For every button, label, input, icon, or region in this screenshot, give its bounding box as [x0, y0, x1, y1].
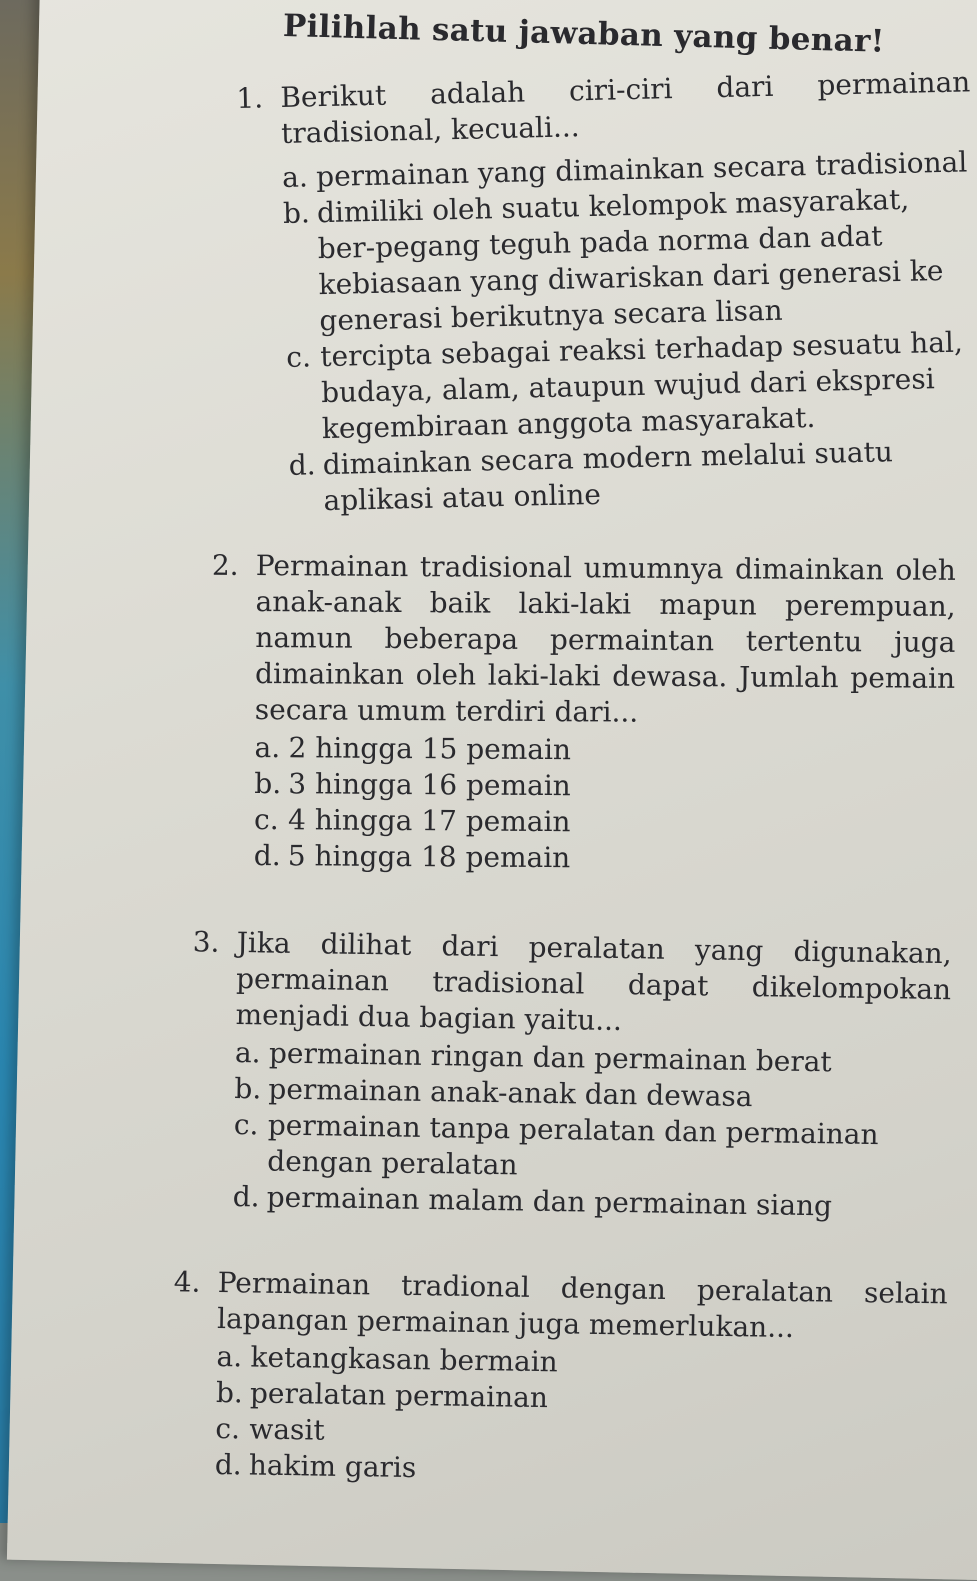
option-d — [254, 838, 954, 879]
question-4 — [173, 1265, 948, 1494]
options-list — [282, 144, 977, 520]
option-text: 3 hingga 16 pemain — [288, 767, 571, 803]
question-1 — [236, 64, 977, 520]
option-letter: c. — [253, 802, 279, 837]
option-letter: d. — [214, 1447, 242, 1482]
question-3 — [192, 925, 952, 1226]
option-letter: b. — [234, 1071, 262, 1106]
option-c — [254, 802, 954, 843]
option-letter: a. — [281, 160, 309, 194]
option-b — [254, 766, 954, 807]
worksheet-title: Pilihlah satu jawaban yang benar! — [282, 8, 885, 60]
question-number: 4. — [173, 1265, 201, 1299]
option-text: 4 hingga 17 pemain — [287, 803, 571, 839]
option-text: hakim garis — [248, 1448, 417, 1485]
option-letter: c. — [233, 1107, 259, 1142]
option-text: tercipta sebagai reaksi terhadap sesuatu hal, budaya, alam, ataupun wujud dari ekspresi kegembiraan anggota masyarakat. — [319, 325, 964, 446]
option-letter: c. — [215, 1411, 241, 1446]
option-letter: a. — [254, 730, 281, 765]
option-letter: b. — [282, 196, 311, 230]
question-number: 1. — [236, 81, 264, 115]
option-text: 2 hingga 15 pemain — [288, 731, 572, 767]
option-letter: d. — [288, 448, 316, 482]
options-list — [232, 1035, 950, 1226]
question-stem: Berikut adalah ciri-ciri dari permainan tradisional, kecuali... — [280, 65, 971, 150]
option-letter: a. — [234, 1035, 261, 1070]
option-text: 5 hingga 18 pemain — [287, 839, 571, 875]
option-letter: a. — [216, 1339, 243, 1374]
option-text: dimainkan secara modern melalui suatu aplikasi atau online — [322, 435, 894, 518]
option-text: wasit — [249, 1412, 325, 1447]
option-letter: b. — [254, 766, 282, 801]
option-text: permainan anak-anak dan dewasa — [268, 1072, 753, 1114]
option-letter: b. — [215, 1375, 244, 1410]
options-list — [254, 730, 955, 879]
option-letter: d. — [232, 1179, 260, 1214]
option-text: peralatan permainan — [249, 1376, 549, 1415]
question-stem: Permainan tradisional umumnya dimainkan oleh anak-anak baik laki-laki mapun perempuan, namun beberapa permaintan tertentu juga dimainkan oleh laki-laki dewasa. Jumlah pemain secara umum terdiri dari... — [254, 549, 956, 729]
option-d — [288, 432, 977, 520]
options-list — [215, 1339, 947, 1494]
option-letter: d. — [253, 838, 281, 873]
option-text: permainan yang dimainkan secara tradisional — [315, 145, 968, 194]
question-2 — [211, 548, 956, 879]
option-c — [286, 324, 977, 448]
question-number: 2. — [211, 548, 239, 582]
option-letter: c. — [285, 340, 312, 374]
question-stem: Jika dilihat dari peralatan yang digunakan, permainan tradisional dapat dikelompokan menjadi dua bagian yaitu... — [235, 925, 952, 1038]
question-number: 3. — [192, 925, 220, 959]
option-c — [233, 1107, 949, 1190]
option-text: permainan ringan dan permainan berat — [268, 1036, 832, 1079]
option-text: dimiliki oleh suatu kelompok masyarakat, ber-pegang teguh pada norma dan adat kebiasaan yang diwariskan dari generasi ke generasi berikutnya secara lisan — [316, 182, 944, 338]
option-a — [254, 730, 954, 771]
option-text: permainan malam dan permainan siang — [266, 1180, 833, 1223]
option-b — [283, 180, 976, 340]
option-text: permainan tanpa peralatan dan permainan dengan peralatan — [267, 1108, 879, 1182]
option-text: ketangkasan bermain — [250, 1340, 558, 1379]
question-stem: Permainan tradional dengan peralatan selain lapangan permainan juga memerlukan... — [216, 1265, 948, 1345]
